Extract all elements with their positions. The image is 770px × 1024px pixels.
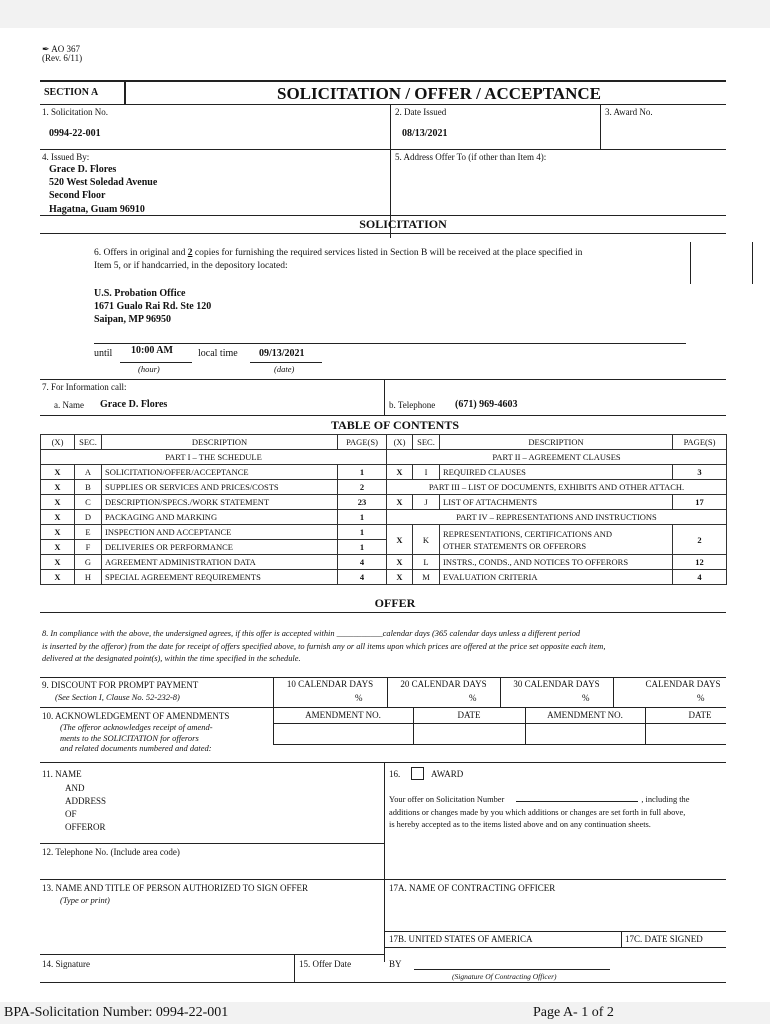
table-row: X M EVALUATION CRITERIA 4 [387,570,727,585]
table-row: X H SPECIAL AGREEMENT REQUIREMENTS 4 [41,570,387,585]
page-footer [0,1002,770,1024]
award-text-line1: Your offer on Solicitation Number , including the [389,795,690,804]
local-time-label: local time [198,348,238,359]
table-row: X K REPRESENTATIONS, CERTIFICATIONS AND OTHER STATEMENTS OR OFFERORS 2 [387,525,727,555]
table-row: X I REQUIRED CLAUSES 3 [387,465,727,480]
toc-left-table [40,434,387,585]
discount-10-days: 10 CALENDAR DAYS [286,679,374,689]
section-label: SECTION A [44,87,99,98]
date-issued-value: 08/13/2021 [402,128,448,139]
date-caption: (date) [274,364,295,374]
discount-20-days: 20 CALENDAR DAYS [400,679,487,689]
info-phone-label: b. Telephone [389,400,436,410]
table-row: X G AGREEMENT ADMINISTRATION DATA 4 [41,555,387,570]
hour-caption: (hour) [138,364,160,374]
item6-text-line2: Item 5, or if handcarried, in the depository located: [94,261,288,271]
toc-part2: PART II – AGREEMENT CLAUSES [387,450,727,465]
toc-col-x: (X) [41,435,75,450]
amendment-date-header-2: DATE [688,710,712,720]
offeror-name-sub: AND ADDRESS OF OFFEROR [65,783,107,832]
table-row: X L INSTRS., CONDS., AND NOTICES TO OFFERORS 12 [387,555,727,570]
solicitation-heading: SOLICITATION [359,217,447,231]
date-issued-label: 2. Date Issued [395,107,447,117]
item6-text: 6. Offers in original and 2 copies for furnishing the required services listed in Section B will be received at the place specified in [94,248,583,258]
until-label: until [94,348,113,359]
amendment-date-header: DATE [457,710,481,720]
footer-solicitation-number: BPA-Solicitation Number: 0994-22-001 [4,1005,229,1020]
pct-30: % [582,693,590,703]
table-row: X A SOLICITATION/OFFER/ACCEPTANCE 1 [41,465,387,480]
table-row: X B SUPPLIES OR SERVICES AND PRICES/COSTS 2 [41,480,387,495]
pct-cal: % [697,693,705,703]
toc-col-x-right: (X) [387,435,413,450]
authorized-signer-label: 13. NAME AND TITLE OF PERSON AUTHORIZED TO SIGN OFFER [42,883,309,893]
page-title: SOLICITATION / OFFER / ACCEPTANCE [277,84,601,103]
amendment-no-header-2: AMENDMENT NO. [547,710,623,720]
toc-right-table [386,434,727,585]
amendments-sub: (The offeror acknowledges receipt of amend- ments to the SOLICITATION for offerors and related documents numbered and dated: [60,722,213,753]
by-label: BY [389,959,402,969]
form-number: ✒ AO 367 [42,44,81,54]
award-text-line3: is hereby accepted as to the items listed above and on any continuation sheets. [389,820,651,829]
pct-20: % [469,693,477,703]
award-label: AWARD [431,769,464,779]
table-row: X C DESCRIPTION/SPECS./WORK STATEMENT 23 [41,495,387,510]
discount-sub: (See Section I, Clause No. 52-232-8) [55,692,180,702]
authorized-signer-sub: (Type or print) [60,895,110,905]
award-text-line2: additions or changes made by you which additions or changes are set forth in full above, [389,808,686,817]
issuer-address: Grace D. Flores 520 West Soledad Avenue Second Floor Hagatna, Guam 96910 [49,164,158,215]
award-checkbox[interactable] [411,767,424,780]
issued-by-label: 4. Issued By: [42,152,90,162]
offeror-name-label: 11. NAME [42,769,82,779]
toc-part4: PART IV – REPRESENTATIONS AND INSTRUCTIONS [387,510,727,525]
offer-heading: OFFER [374,596,416,610]
date-value: 09/13/2021 [259,348,305,359]
form-revision: (Rev. 6/11) [42,53,83,63]
table-row: X F DELIVERIES OR PERFORMANCE 1 [41,540,387,555]
date-signed-label: 17C. DATE SIGNED [625,934,703,944]
award-no-label: 3. Award No. [605,107,653,117]
pct-10: % [355,693,363,703]
info-name-label: a. Name [54,400,84,410]
signature-caption: (Signature Of Contracting Officer) [452,972,557,981]
discount-30-days: 30 CALENDAR DAYS [513,679,600,689]
telephone-label: 12. Telephone No. (Include area code) [42,847,180,857]
table-row: X E INSPECTION AND ACCEPTANCE 1 [41,525,387,540]
contracting-officer-label: 17A. NAME OF CONTRACTING OFFICER [389,883,556,893]
usa-label: 17B. UNITED STATES OF AMERICA [389,934,533,944]
toc-col-pages-right: PAGE(S) [673,435,727,450]
address-offer-to-label: 5. Address Offer To (if other than Item 4): [395,152,547,162]
discount-calendar-days: CALENDAR DAYS [645,679,721,689]
toc-col-desc: DESCRIPTION [102,435,338,450]
toc-col-pages: PAGE(S) [338,435,387,450]
item8-text: 8. In compliance with the above, the undersigned agrees, if this offer is accepted within ___________calendar days (365 calendar days unless a different period is inserted by the offeror) from the date for receipt of offers specified above, to furnish any or all items upon which prices are offered at the price set opposite each item, delivered at the designated point(s), within the time specified in the schedule. [42,629,606,663]
form-page [0,28,770,1002]
amendment-no-header: AMENDMENT NO. [305,710,381,720]
depository-address: U.S. Probation Office 1671 Gualo Rai Rd. Ste 120 Saipan, MP 96950 [94,288,212,325]
solicitation-no-label: 1. Solicitation No. [42,107,108,117]
toc-heading: TABLE OF CONTENTS [330,418,460,432]
toc-part3: PART III – LIST OF DOCUMENTS, EXHIBITS AND OTHER ATTACH. [387,480,727,495]
toc-col-desc-right: DESCRIPTION [440,435,673,450]
toc-col-sec: SEC. [75,435,102,450]
info-call-label: 7. For Information call: [42,382,127,392]
footer-page-number: Page A- 1 of 2 [533,1005,614,1020]
signature-label: 14. Signature [42,959,90,969]
hour-value: 10:00 AM [131,345,173,356]
discount-label: 9. DISCOUNT FOR PROMPT PAYMENT [42,680,199,690]
offer-date-label: 15. Offer Date [299,959,352,969]
table-row: X D PACKAGING AND MARKING 1 [41,510,387,525]
amendments-label: 10. ACKNOWLEDGEMENT OF AMENDMENTS [42,711,230,721]
item16-number: 16. [389,769,401,779]
toc-part1: PART I – THE SCHEDULE [41,450,387,465]
solicitation-no-value: 0994-22-001 [49,128,101,139]
info-name-value: Grace D. Flores [100,399,168,410]
toc-col-sec-right: SEC. [413,435,440,450]
table-row: X J LIST OF ATTACHMENTS 17 [387,495,727,510]
info-phone-value: (671) 969-4603 [455,399,518,410]
